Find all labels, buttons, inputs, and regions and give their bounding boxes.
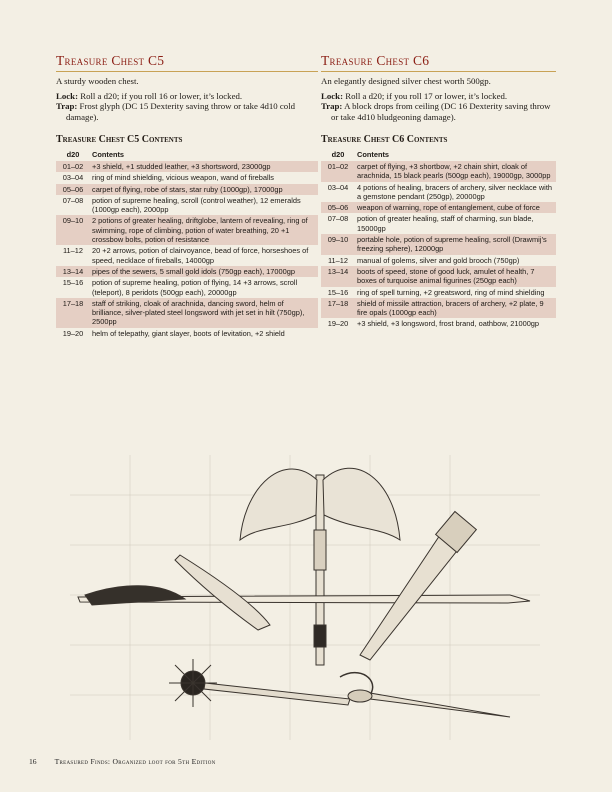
page-number: 16 bbox=[29, 757, 37, 766]
table-row bbox=[321, 255, 556, 266]
chest-c5-table-title: Treasure Chest C5 Contents bbox=[56, 134, 183, 145]
roll-range: 15–16 bbox=[327, 287, 349, 297]
contents-cell: potion of supreme healing, potion of flying, 14 +3 arrows, scroll (teleport), 8 peridots (500gp each), 20000gp bbox=[92, 278, 298, 297]
table-row bbox=[56, 277, 318, 298]
col-d20: d20 bbox=[331, 150, 345, 159]
lock-text: Roll a d20; if you roll 16 or lower, it’s locked. bbox=[80, 90, 243, 101]
contents-cell: boots of speed, stone of good luck, amulet of health, 7 boxes of turquoise animal figurines (250gp each) bbox=[355, 266, 556, 287]
chest-c6-rows bbox=[321, 161, 556, 330]
table-row bbox=[56, 215, 318, 245]
contents-cell: +3 shield, +1 studded leather, +3 shortsword, 23000gp bbox=[90, 161, 318, 172]
roll-range: 01–02 bbox=[56, 161, 90, 172]
chest-c5-rows bbox=[56, 161, 318, 339]
roll-range: 11–12 bbox=[327, 255, 348, 265]
roll-range: 19–20 bbox=[62, 328, 84, 338]
roll-range: 03–04 bbox=[62, 173, 84, 183]
contents-cell: ring of spell turning, +2 greatsword, ring of mind shielding bbox=[357, 287, 545, 297]
table-row bbox=[56, 328, 318, 339]
table-row bbox=[321, 266, 556, 287]
roll-range: 09–10 bbox=[321, 234, 355, 255]
table-row bbox=[56, 184, 318, 195]
col-contents: Contents bbox=[92, 150, 125, 159]
roll-range: 15–16 bbox=[62, 278, 84, 288]
chest-c5-trap bbox=[56, 101, 318, 122]
table-row bbox=[56, 298, 318, 328]
contents-cell: shield of missile attraction, bracers of archery, +2 plate, 9 fire opals (1000gp each) bbox=[355, 298, 556, 319]
col-contents: Contents bbox=[357, 150, 390, 159]
table-row bbox=[321, 182, 556, 203]
table-row bbox=[56, 266, 318, 277]
chest-c5-description: A sturdy wooden chest. bbox=[56, 76, 139, 86]
roll-range: 07–08 bbox=[327, 214, 349, 224]
table-row bbox=[321, 161, 556, 182]
contents-cell: potion of greater healing, staff of charming, sun blade, 15000gp bbox=[357, 214, 534, 233]
roll-range: 13–14 bbox=[321, 266, 355, 287]
chest-c6-trap bbox=[321, 101, 556, 122]
chest-c6-lock bbox=[321, 91, 556, 102]
contents-cell: carpet of flying, robe of stars, star ruby (1000gp), 17000gp bbox=[90, 184, 318, 195]
chest-c6-description: An elegantly designed silver chest worth 500gp. bbox=[321, 76, 491, 86]
contents-cell: pipes of the sewers, 5 small gold idols (750gp each), 17000gp bbox=[90, 266, 318, 277]
chest-c6-table bbox=[321, 149, 556, 330]
table-row bbox=[321, 287, 556, 298]
roll-range: 01–02 bbox=[321, 161, 355, 182]
roll-range: 09–10 bbox=[56, 215, 90, 245]
roll-range: 05–06 bbox=[56, 184, 90, 195]
book-title: Treasured Finds: Organized loot for 5th Edition bbox=[54, 757, 216, 766]
page-footer bbox=[29, 757, 216, 766]
roll-range: 17–18 bbox=[56, 298, 90, 328]
chest-c5-table bbox=[56, 149, 318, 339]
chest-c6-table-title: Treasure Chest C6 Contents bbox=[321, 134, 448, 145]
contents-cell: potion of supreme healing, scroll (control weather), 12 emeralds (1000gp each), 2000pp bbox=[92, 195, 301, 215]
table-row bbox=[321, 202, 556, 213]
trap-label: Trap: bbox=[321, 101, 343, 111]
contents-cell: 2 potions of greater healing, driftglobe, lantern of revealing, ring of swimming, rope of climbing, potion of water breathing, 20 +1 crossbow bolts, potion of resistance bbox=[90, 215, 318, 245]
roll-range: 07–08 bbox=[62, 195, 84, 205]
table-row bbox=[321, 318, 556, 329]
contents-cell: +3 shield, +3 longsword, frost brand, oathbow, 21000gp bbox=[357, 319, 540, 329]
roll-range: 11–12 bbox=[62, 246, 83, 256]
contents-cell: staff of striking, cloak of arachnida, dancing sword, helm of brilliance, silver-plated steel longsword with jet set in hilt (750gp), 2500pp bbox=[90, 298, 318, 328]
table-row bbox=[321, 298, 556, 319]
table-row bbox=[321, 234, 556, 255]
roll-range: 03–04 bbox=[327, 182, 349, 192]
contents-cell: portable hole, potion of supreme healing, scroll (Drawmij’s freezing sphere), 12000gp bbox=[355, 234, 556, 255]
table-row bbox=[56, 161, 318, 172]
table-row bbox=[321, 213, 556, 234]
roll-range: 19–20 bbox=[327, 319, 349, 329]
roll-range: 17–18 bbox=[321, 298, 355, 319]
chest-c6-section bbox=[321, 53, 556, 330]
weapons-illustration bbox=[70, 455, 540, 740]
contents-cell: carpet of flying, +3 shortbow, +2 chain shirt, cloak of arachnida, 15 black pearls (500gp each), 19000gp, 3000pp bbox=[355, 161, 556, 182]
trap-text: Frost glyph (DC 15 Dexterity saving throw or take 4d10 cold damage). bbox=[66, 101, 296, 122]
table-row bbox=[56, 195, 318, 216]
lock-text: Roll a d20; if you roll 17 or lower, it’s locked. bbox=[345, 90, 508, 101]
contents-cell: 20 +2 arrows, potion of clairvoyance, bead of force, horseshoes of speed, necklace of fireballs, 14000gp bbox=[92, 246, 309, 265]
trap-text: A block drops from ceiling (DC 16 Dexterity saving throw or take 4d10 bludgeoning damage). bbox=[331, 101, 551, 122]
contents-cell: weapon of warning, rope of entanglement, cube of force bbox=[355, 202, 556, 213]
roll-range: 05–06 bbox=[321, 202, 355, 213]
col-d20: d20 bbox=[66, 150, 80, 159]
lock-label: Lock: bbox=[56, 90, 78, 101]
chest-c5-lock bbox=[56, 91, 318, 102]
table-row bbox=[56, 172, 318, 183]
contents-cell: manual of golems, silver and gold brooch (750gp) bbox=[357, 255, 520, 265]
chest-c5-section bbox=[56, 53, 318, 339]
lock-label: Lock: bbox=[321, 90, 343, 101]
roll-range: 13–14 bbox=[56, 266, 90, 277]
contents-cell: ring of mind shielding, vicious weapon, wand of fireballs bbox=[92, 173, 274, 183]
chest-c5-title: Treasure Chest C5 bbox=[56, 53, 318, 72]
chest-c6-title: Treasure Chest C6 bbox=[321, 53, 556, 72]
trap-label: Trap: bbox=[56, 101, 78, 111]
contents-cell: helm of telepathy, giant slayer, boots of levitation, +2 shield bbox=[92, 328, 285, 338]
table-row bbox=[56, 245, 318, 266]
contents-cell: 4 potions of healing, bracers of archery, silver necklace with a gemstone pendant (250gp), 20000gp bbox=[357, 182, 552, 201]
